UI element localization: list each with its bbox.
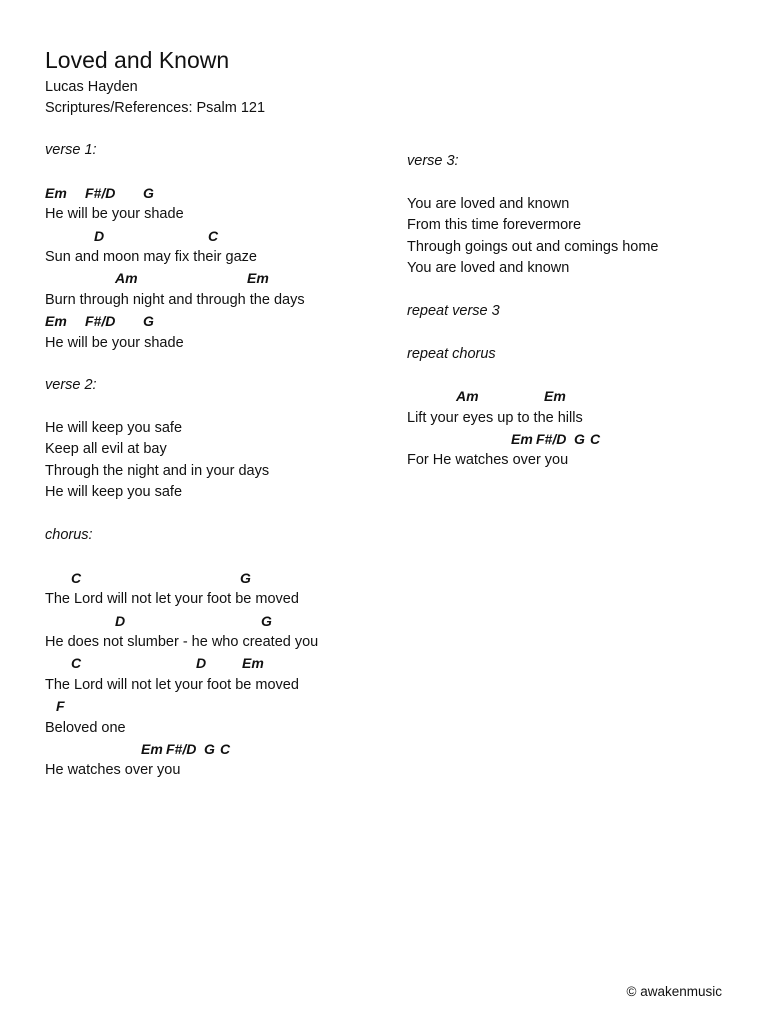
blank-line — [45, 504, 385, 525]
chord: G — [574, 431, 585, 448]
chord: Em — [141, 740, 163, 757]
lyric-line: The Lord will not let your foot be moved — [45, 591, 299, 608]
copyright-footer: © awakenmusic — [626, 984, 722, 999]
section-label: verse 1: — [45, 142, 97, 158]
chord: C — [208, 227, 219, 244]
chord-line — [45, 696, 385, 717]
blank-line — [45, 546, 385, 567]
section-label: verse 3: — [407, 153, 459, 169]
lyric-line: You are loved and known — [407, 195, 570, 212]
chord-line — [45, 568, 385, 589]
chord: F — [56, 698, 65, 715]
chord: G — [261, 612, 272, 629]
section-label: chorus: — [45, 527, 93, 544]
chord: G — [204, 740, 215, 757]
lyric-line: He will keep you safe — [45, 484, 183, 501]
chord: D — [94, 227, 105, 244]
lyric-line: Burn through night and through the days — [45, 291, 305, 308]
song-title: Loved and Known — [45, 47, 230, 73]
lyric-line: He will be your shade — [45, 206, 184, 223]
chord: G — [240, 569, 251, 586]
chord: F#/D — [536, 431, 567, 448]
blank-line — [407, 172, 747, 193]
section-label: repeat chorus — [407, 345, 496, 362]
lyric-line: Beloved one — [45, 719, 126, 736]
lyric-line: He watches over you — [45, 762, 181, 779]
lyric-line: He does not slumber - he who created you — [45, 633, 319, 650]
lyric-line: Through goings out and comings home — [407, 238, 659, 255]
chord: Em — [242, 655, 264, 672]
section-label: repeat verse 3 — [407, 302, 500, 319]
chord: F#/D — [166, 740, 197, 757]
lyric-line: The Lord will not let your foot be moved — [45, 676, 299, 693]
chord: D — [196, 655, 207, 672]
chord: C — [590, 431, 601, 448]
lyric-line: From this time forevermore — [407, 217, 582, 234]
blank-line — [45, 397, 385, 418]
chord: Em — [544, 388, 566, 405]
blank-line — [45, 161, 385, 182]
chord: Em — [511, 431, 533, 448]
lyric-line: He will be your shade — [45, 334, 184, 351]
lyric-line: Keep all evil at bay — [45, 441, 167, 458]
chord-line — [45, 739, 385, 760]
lyric-line: You are loved and known — [407, 259, 570, 276]
chord-line — [45, 611, 385, 632]
chord: F#/D — [85, 184, 116, 201]
chord: Am — [456, 388, 479, 405]
left-column — [45, 140, 385, 782]
chord: Em — [45, 184, 67, 201]
blank-line — [45, 354, 385, 375]
chord-line — [45, 183, 385, 204]
song-references: Scriptures/References: Psalm 121 — [45, 100, 266, 116]
right-column — [407, 151, 747, 472]
section-label: verse 2: — [45, 377, 97, 394]
chord-line — [407, 429, 747, 450]
chord: D — [115, 612, 126, 629]
chord: Em — [247, 270, 269, 287]
chord: C — [71, 655, 82, 672]
blank-line — [407, 322, 747, 343]
chord: Am — [115, 270, 138, 287]
chord: C — [220, 740, 231, 757]
chord: G — [143, 184, 154, 201]
lyric-line: He will keep you safe — [45, 420, 183, 437]
lyric-line: Sun and moon may fix their gaze — [45, 248, 257, 265]
chord: Em — [45, 313, 67, 330]
lyric-line: Lift your eyes up to the hills — [407, 409, 583, 426]
chord: G — [143, 313, 154, 330]
song-author: Lucas Hayden — [45, 79, 138, 95]
blank-line — [407, 279, 747, 300]
chord: C — [71, 569, 82, 586]
chord-line — [407, 386, 747, 407]
chord-line — [45, 311, 385, 332]
chord: F#/D — [85, 313, 116, 330]
blank-line — [407, 365, 747, 386]
chord-line — [45, 653, 385, 674]
lyric-line: Through the night and in your days — [45, 462, 270, 479]
lyric-line: For He watches over you — [407, 452, 569, 469]
chord-line — [45, 226, 385, 247]
chord-line — [45, 268, 385, 289]
